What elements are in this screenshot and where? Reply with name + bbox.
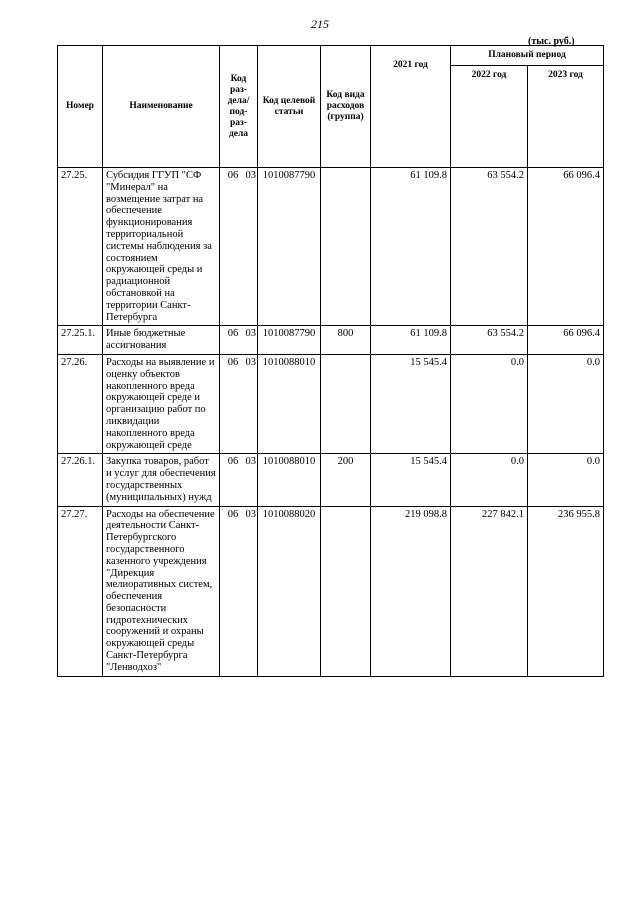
row-target: 1010087790 [258, 168, 321, 326]
table-row [58, 168, 604, 326]
row-2021: 15 545.4 [371, 354, 451, 453]
row-section-code: 06 [227, 328, 239, 340]
row-2022: 227 842.1 [451, 506, 528, 676]
header-expense: Код вида расходов (группа) [321, 46, 371, 168]
row-section-code: 06 [227, 170, 239, 181]
table-row [58, 454, 604, 506]
row-target: 1010088010 [258, 454, 321, 506]
row-2023: 0.0 [528, 454, 604, 506]
row-target: 1010088020 [258, 506, 321, 676]
row-2023: 66 096.4 [528, 326, 604, 355]
row-expense [321, 506, 371, 676]
header-2022: 2022 год [451, 66, 528, 168]
row-number: 27.25. [58, 168, 103, 326]
row-subsection-code: 03 [245, 508, 256, 520]
row-expense [321, 354, 371, 453]
budget-table [57, 45, 604, 677]
row-2022: 63 554.2 [451, 326, 528, 355]
row-name: Расходы на обеспечение деятельности Санкт-Петербургского государственного казенного учреждения "Дирекция мелиоративных систем, обеспечения безопасности гидротехнических сооружений и охраны окружающей среды Санкт-Петербурга "Ленводхоз" [103, 506, 220, 676]
row-2023: 236 955.8 [528, 506, 604, 676]
row-2023: 0.0 [528, 354, 604, 453]
row-target: 1010088010 [258, 354, 321, 453]
row-expense [321, 168, 371, 326]
row-number: 27.25.1. [58, 326, 103, 355]
header-2023: 2023 год [528, 66, 604, 168]
row-name: Расходы на выявление и оценку объектов накопленного вреда окружающей среде и организацию работ по ликвидации накопленного вреда окружающей среде [103, 354, 220, 453]
header-2021: 2021 год [371, 46, 451, 168]
row-section-code: 06 [227, 356, 239, 368]
row-number: 27.27. [58, 506, 103, 676]
row-name: Субсидия ГГУП "СФ "Минерал" на возмещение затрат на обеспечение функционирования территориальной системы наблюдения за состоянием окружающей среды и радиационной обстановкой на территории Санкт-Петербурга [103, 168, 220, 326]
row-2022: 0.0 [451, 454, 528, 506]
row-name: Закупка товаров, работ и услуг для обеспечения государственных (муниципальных) нужд [103, 454, 220, 506]
row-expense: 800 [321, 326, 371, 355]
row-section [220, 354, 258, 453]
table-row [58, 326, 604, 355]
header-target: Код целевой статьи [258, 46, 321, 168]
row-name: Иные бюджетные ассигнования [103, 326, 220, 355]
row-2021: 61 109.8 [371, 168, 451, 326]
row-2021: 61 109.8 [371, 326, 451, 355]
row-number: 27.26. [58, 354, 103, 453]
units-label: (тыс. руб.) [528, 36, 575, 47]
row-subsection-code: 03 [245, 356, 256, 368]
row-section [220, 168, 258, 326]
page-number: 215 [311, 17, 329, 31]
row-section [220, 506, 258, 676]
row-section-code: 06 [227, 456, 239, 468]
header-name: Наименование [103, 46, 220, 168]
header-planned: Плановый период [451, 46, 604, 66]
row-2021: 15 545.4 [371, 454, 451, 506]
row-subsection-code: 03 [245, 170, 256, 181]
row-2022: 0.0 [451, 354, 528, 453]
row-section [220, 454, 258, 506]
table-row [58, 354, 604, 453]
row-2022: 63 554.2 [451, 168, 528, 326]
row-section [220, 326, 258, 355]
row-2023: 66 096.4 [528, 168, 604, 326]
row-target: 1010087790 [258, 326, 321, 355]
header-section: Код раз-дела/ под-раз-дела [220, 46, 258, 168]
row-section-code: 06 [227, 508, 239, 520]
row-2021: 219 098.8 [371, 506, 451, 676]
row-subsection-code: 03 [245, 328, 256, 340]
row-subsection-code: 03 [245, 456, 256, 468]
header-number: Номер [58, 46, 103, 168]
row-number: 27.26.1. [58, 454, 103, 506]
row-expense: 200 [321, 454, 371, 506]
table-row [58, 506, 604, 676]
